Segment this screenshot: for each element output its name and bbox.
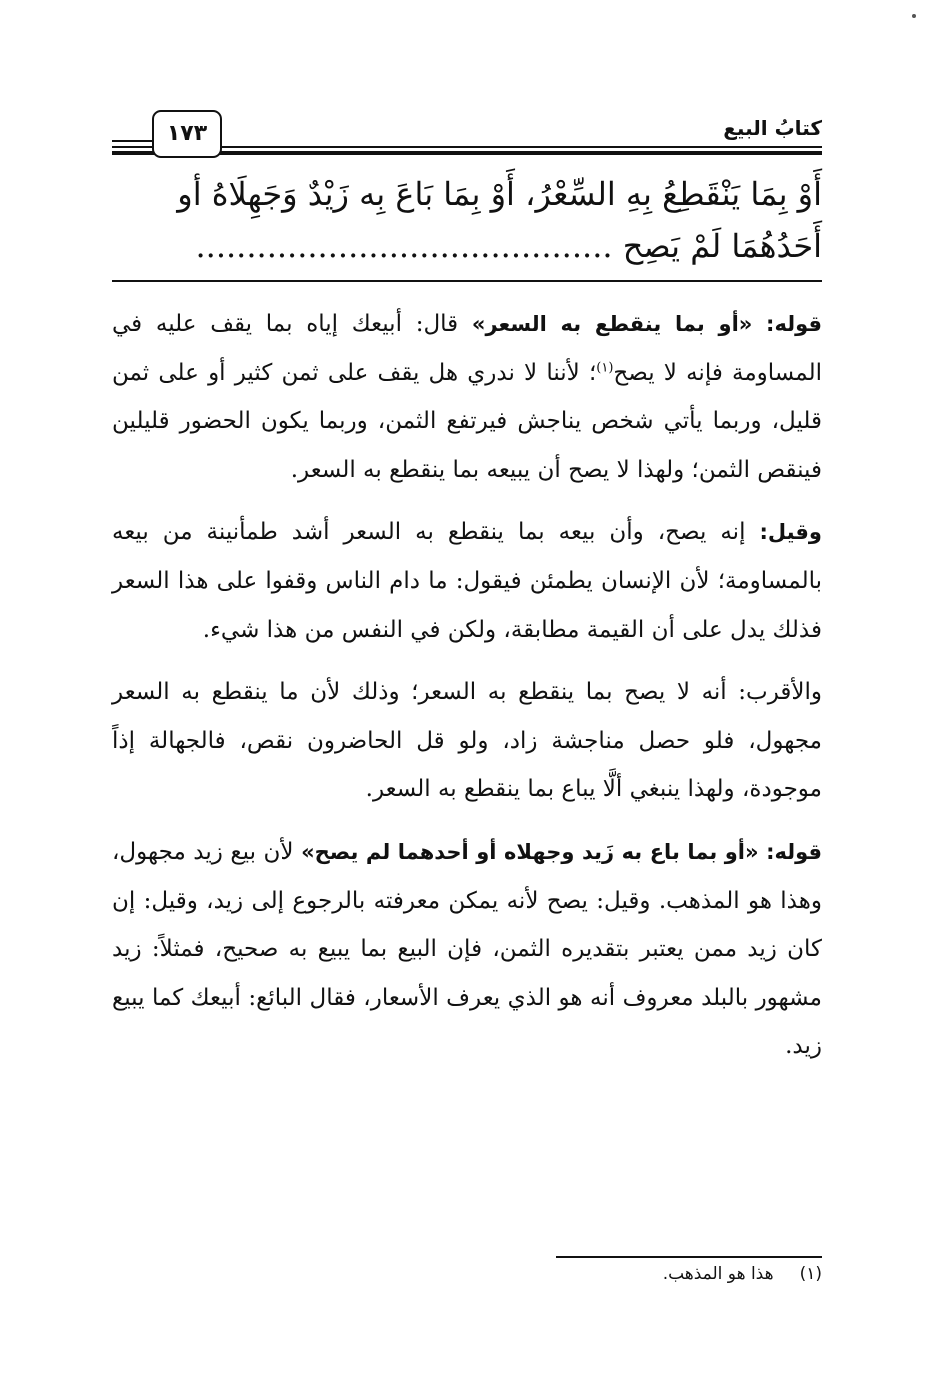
header-left-rule-2 bbox=[112, 146, 152, 148]
header-left-rule-3 bbox=[112, 152, 152, 154]
matn-text bbox=[112, 168, 822, 272]
matn-dots: ......................................... bbox=[195, 227, 613, 265]
book-title: كتابُ البيع bbox=[723, 116, 822, 140]
paragraph-1 bbox=[112, 300, 822, 494]
paragraph-4 bbox=[112, 828, 822, 1071]
paragraph-4-lead: قوله: «أو بما باع به زَيد وجهلاه أو أحدهما لم يصح» bbox=[301, 839, 822, 864]
paragraph-1-text-b: ؛ لأننا لا ندري هل يقف على ثمن كثير أو على ثمن قليل، وربما يأتي شخص يناجش فيرتفع الثمن، وربما يكون الحضور قليلين فينقص الثمن؛ ولهذا لا يصح أن يبيعه بما ينقطع به السعر. bbox=[112, 359, 822, 483]
paragraph-1-lead: قوله: «أو بما ينقطع به السعر» bbox=[471, 312, 822, 336]
paragraph-2-lead: وقيل: bbox=[759, 520, 822, 545]
matn-line-1: أَوْ بِمَا يَنْقَطِعُ بِهِ السِّعْرُ، أَوْ بِمَا بَاعَ بِه زَيْدٌ وَجَهِلَاهُ أو bbox=[177, 175, 822, 213]
matn-separator bbox=[112, 280, 822, 282]
footnote-1 bbox=[663, 1260, 822, 1288]
page-header bbox=[112, 110, 822, 158]
matn-line-2-text: أَحَدُهُمَا لَمْ يَصِح bbox=[622, 227, 822, 265]
page-number: ١٧٣ bbox=[152, 110, 222, 158]
matn-line-2 bbox=[112, 220, 822, 272]
commentary bbox=[112, 300, 822, 1071]
footnote-separator bbox=[556, 1256, 822, 1258]
paragraph-3 bbox=[112, 668, 822, 814]
paragraph-2-text: إنه يصح، وأن بيعه بما ينقطع به السعر أشد طمأنينة من بيعه بالمساومة؛ لأن الإنسان يطمئن فيقول: ما دام الناس وقفوا على هذا السعر فذلك يدل على أن القيمة مطابقة، ولكن في النفس من هذا شيء. bbox=[112, 519, 822, 643]
paragraph-4-text: لأن بيع زيد مجهول، وهذا هو المذهب. وقيل: يصح لأنه يمكن معرفته بالرجوع إلى زيد، وقيل: إن كان زيد ممن يعتبر بتقديره الثمن، فإن البيع بما يبيع به صحيح، فمثلاً: زيد مشهور بالبلد معروف أنه هو الذي يعرف الأسعار، فقال البائع: أبيعك كما يبيع زيد. bbox=[112, 838, 822, 1060]
header-left-rule-1 bbox=[112, 140, 152, 142]
page bbox=[112, 110, 822, 1284]
footnote-1-text: هذا هو المذهب. bbox=[662, 1264, 774, 1284]
footnote-ref-1: (١) bbox=[596, 359, 614, 375]
paragraph-1-text-a: قال: أبيعك إياه بما يقف عليه في المساومة فإنه لا يصح bbox=[112, 311, 822, 386]
paragraph-2 bbox=[112, 508, 822, 654]
margin-mark bbox=[912, 14, 916, 18]
footnote-1-number: (١) bbox=[799, 1264, 822, 1284]
paragraph-3-text: والأقرب: أنه لا يصح بما ينقطع به السعر؛ وذلك لأن ما ينقطع به السعر مجهول، فلو حصل مناجشة زاد، ولو قل الحاضرون نقص، فالجهالة إذاً موجودة، ولهذا ينبغي ألَّا يباع بما ينقطع به السعر. bbox=[112, 679, 822, 803]
header-rule-thin bbox=[222, 146, 822, 148]
